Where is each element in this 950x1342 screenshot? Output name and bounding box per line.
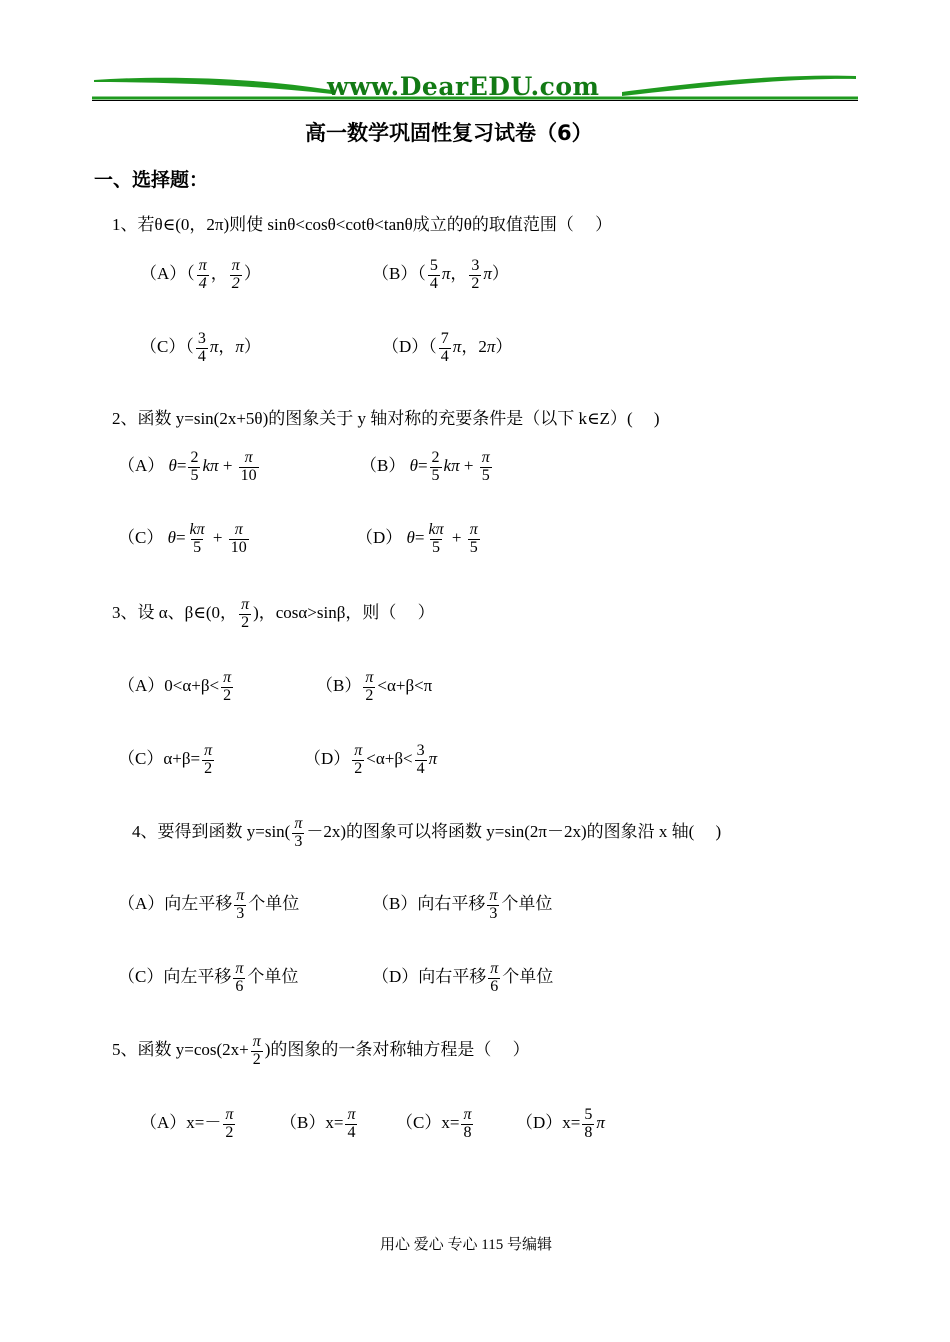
q1-a-label: （A）（	[140, 264, 195, 284]
q1-b-label: （B）（	[372, 264, 426, 284]
fraction: $\frac{\pi}{2}$	[204, 742, 213, 777]
q5-option-b: （B）x= $\frac{\pi}{4}$	[280, 1106, 356, 1141]
page-title: 高一数学巩固性复习试卷（6）	[305, 121, 593, 145]
fraction: $\frac{2}{5}$	[431, 449, 440, 484]
fraction: $\frac{2}{5}$	[190, 449, 199, 484]
q5-stem: 5、函数 y=cos(2x+ $\frac{\pi}{2}$ )的图象的一条对称轴方程是（ ）	[112, 1033, 530, 1068]
q3-option-a: （A）0<α+β< $\frac{\pi}{2}$	[118, 669, 232, 704]
fraction: $\frac{\pi}{2}$	[241, 596, 250, 631]
q4-stem: 4、要得到函数 y=sin( $\frac{\pi}{3}$ －2x)的图象可以将函数 y=sin(2π－2x)的图象沿 x 轴( )	[132, 815, 722, 850]
fraction: $\frac{\pi}{8}$	[463, 1106, 472, 1141]
fraction: $\frac{\pi}{4}$	[347, 1106, 356, 1141]
fraction: $\frac{k\pi}{5}$	[428, 521, 444, 556]
q2-stem: 2、函数 y=sin(2x+5θ)的图象关于 y 轴对称的充要条件是（以下 k∈Z）( )	[112, 409, 660, 428]
fraction: $\frac{k\pi}{5}$	[189, 521, 205, 556]
fraction: $\frac{5}{4}$	[429, 257, 438, 292]
q5-option-a: （A）x=－ $\frac{\pi}{2}$	[140, 1106, 234, 1141]
fraction: $\frac{7}{4}$	[440, 330, 449, 365]
fraction: $\frac{\pi}{6}$	[235, 960, 244, 995]
header-logo-text: www.DearEDU.com	[327, 72, 600, 101]
q1-c-label: （C）（	[140, 337, 194, 357]
section-heading: 一、选择题：	[94, 169, 209, 191]
q3-option-b: （B） $\frac{\pi}{2}$ <α+β<π	[316, 669, 433, 704]
fraction: $\frac{\pi}{2}$	[354, 742, 363, 777]
fraction: $\frac{\pi}{3}$	[294, 815, 303, 850]
fraction: $\frac{\pi}{5}$	[469, 521, 478, 556]
fraction: $\frac{\pi}{2}$	[365, 669, 374, 704]
q2-option-d: （D） θ= $\frac{k\pi}{5}$ + $\frac{\pi}{5}$	[356, 521, 478, 556]
q4-option-c: （C）向左平移 $\frac{\pi}{6}$ 个单位	[118, 960, 299, 995]
q5-option-c: （C）x= $\frac{\pi}{8}$	[396, 1106, 472, 1141]
fraction: $\frac{5}{8}$	[584, 1106, 593, 1141]
q5-option-d: （D）x= $\frac{5}{8}$ π	[516, 1106, 605, 1141]
q1-d-label: （D）（	[382, 337, 437, 357]
q1-option-a: （A）（ $\frac{\pi}{4}$ ， $\frac{\pi}{2}$ ）	[140, 257, 261, 292]
q3-stem: 3、设 α、β∈(0， $\frac{\pi}{2}$ )，cosα>sinβ，则（ ）	[112, 596, 435, 631]
q2-option-a: （A） θ= $\frac{2}{5}$ kπ + $\frac{\pi}{10}$	[118, 449, 257, 484]
fraction: $\frac{\pi}{6}$	[490, 960, 499, 995]
fraction: $\frac{\pi}{4}$	[198, 257, 207, 292]
q4-option-a: （A）向左平移 $\frac{\pi}{3}$ 个单位	[118, 887, 300, 922]
fraction: $\frac{\pi}{2}$	[225, 1106, 234, 1141]
fraction: $\frac{\pi}{3}$	[489, 887, 498, 922]
page-footer: 用心 爱心 专心 115 号编辑	[380, 1237, 552, 1253]
fraction: $\frac{3}{4}$	[197, 330, 206, 365]
q1-stem: 1、若θ∈(0，2π)则使 sinθ<cosθ<cotθ<tanθ成立的θ的取值范围（ ）	[112, 215, 613, 234]
fraction: $\frac{\pi}{5}$	[481, 449, 490, 484]
q3-option-d: （D） $\frac{\pi}{2}$ <α+β< $\frac{3}{4}$ π	[304, 742, 438, 777]
fraction: $\frac{\pi}{10}$	[240, 449, 257, 484]
fraction: $\frac{\pi}{2}$	[231, 257, 240, 292]
q4-option-b: （B）向右平移 $\frac{\pi}{3}$ 个单位	[372, 887, 553, 922]
q1-option-d: （D）（ $\frac{7}{4}$ π，2π）	[382, 330, 513, 365]
q3-option-c: （C）α+β= $\frac{\pi}{2}$	[118, 742, 213, 777]
fraction: $\frac{3}{2}$	[471, 257, 480, 292]
header-rule	[92, 100, 858, 101]
q2-option-c: （C） θ= $\frac{k\pi}{5}$ + $\frac{\pi}{10}$	[118, 521, 247, 556]
q1-option-b: （B）（ $\frac{5}{4}$ π， $\frac{3}{2}$ π）	[372, 257, 509, 292]
fraction: $\frac{\pi}{10}$	[230, 521, 247, 556]
q4-option-d: （D）向右平移 $\frac{\pi}{6}$ 个单位	[372, 960, 554, 995]
q2-option-b: （B） θ= $\frac{2}{5}$ kπ + $\frac{\pi}{5}$	[360, 449, 490, 484]
fraction: $\frac{3}{4}$	[416, 742, 425, 777]
fraction: $\frac{\pi}{2}$	[223, 669, 232, 704]
fraction: $\frac{\pi}{3}$	[236, 887, 245, 922]
q1-option-c: （C）（ $\frac{3}{4}$ π，π）	[140, 330, 261, 365]
fraction: $\frac{\pi}{2}$	[252, 1033, 261, 1068]
